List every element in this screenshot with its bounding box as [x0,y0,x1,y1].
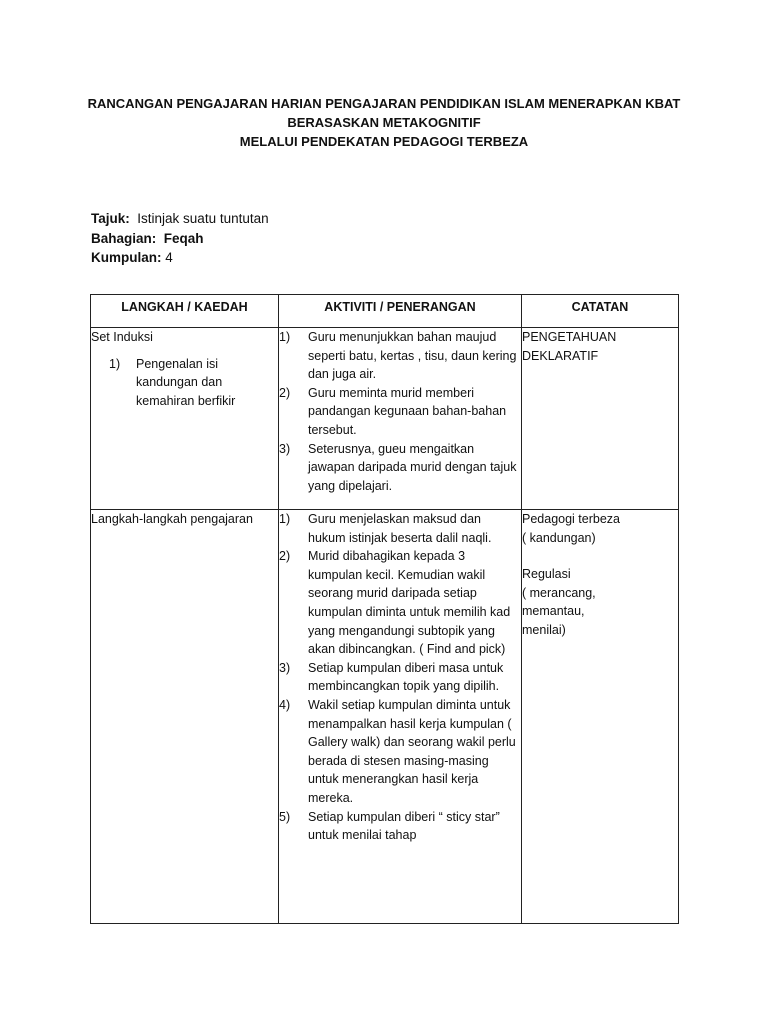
lesson-plan-table [90,294,679,924]
title-line-2: BERASASKAN METAKOGNITIF [287,115,481,130]
activity-list [279,328,521,495]
spacer [522,547,678,565]
activity-cell [279,510,522,924]
group-label: Kumpulan: [91,250,162,265]
list-text: Guru meminta murid memberi pandangan kegunaan bahan-bahan tersebut. [308,385,507,437]
lesson-info [91,209,269,268]
table-row [91,328,679,510]
list-text: Murid dibahagikan kepada 3 kumpulan kecil. Kemudian wakil seorang murid daripada setiap kumpulan diminta untuk memilih kad yang mengandungi subtopik yang akan dibincangkan. ( Find and pick) [308,549,511,657]
topic-label: Tajuk: [91,211,130,226]
section-value: Feqah [163,230,204,246]
topic-row [91,209,269,229]
section-label: Bahagian: [91,230,157,246]
list-text: Guru menunjukkan bahan maujud seperti batu, kertas , tisu, daun kering dan juga air. [308,330,517,382]
header-activity: AKTIVITI / PENERANGAN [279,295,522,328]
step-cell [91,510,279,924]
list-item [279,659,521,696]
list-number: 3) [279,660,291,675]
notes-cell [522,510,679,924]
header-step: LANGKAH / KAEDAH [91,295,279,328]
list-text: Setiap kumpulan diberi “ sticy star” untuk menilai tahap [308,809,500,843]
header-notes: CATATAN [522,295,679,328]
notes-cell [522,328,679,510]
title-line-1: RANCANGAN PENGAJARAN HARIAN PENGAJARAN PENDIDIKAN ISLAM MENERAPKAN KBAT [87,96,681,111]
group-value: 4 [165,250,173,265]
activity-list [279,510,521,845]
group-row [91,248,269,268]
notes-text: PENGETAHUAN DEKLARATIF [522,330,617,363]
activity-cell [279,328,522,510]
list-text: Wakil setiap kumpulan diminta untuk menampalkan hasil kerja kumpulan ( Gallery walk) dan seorang wakil perlu berada di stesen masing-masing untuk menerangkan hasil kerja mereka. [308,697,516,805]
list-item [279,510,521,547]
list-item [279,547,521,659]
list-item [279,440,521,496]
table-header-row [91,295,679,328]
notes-text: Pedagogi terbeza ( kandungan) [522,512,620,545]
topic-value: Istinjak suatu tuntutan [137,211,269,226]
list-number: 1) [279,330,291,344]
list-text: Guru menjelaskan maksud dan hukum istinjak beserta dalil naqli. [308,512,492,545]
list-number: 1) [109,356,121,371]
step-sub-list [91,355,278,411]
list-text: Seterusnya, gueu mengaitkan jawapan daripada murid dengan tajuk yang dipelajari. [308,441,517,493]
list-text: Setiap kumpulan diberi masa untuk membincangkan topik yang dipilih. [308,660,504,694]
notes-text: Regulasi ( merancang, memantau, menilai) [522,567,596,637]
list-number: 2) [279,549,291,564]
list-item [279,384,521,440]
list-number: 4) [279,697,291,712]
list-number: 3) [279,441,291,456]
list-item [279,696,521,808]
list-item [109,355,278,411]
section-row [91,229,269,249]
step-cell [91,328,279,510]
step-label: Langkah-langkah pengajaran [91,512,253,526]
list-number: 2) [279,385,291,400]
list-text: Pengenalan isi kandungan dan kemahiran berfikir [136,356,236,408]
list-item [279,808,521,845]
document-title [0,94,768,151]
list-number: 1) [279,512,291,526]
table-row [91,510,679,924]
step-label: Set Induksi [91,330,153,344]
list-number: 5) [279,809,291,824]
list-item [279,328,521,384]
title-line-3: MELALUI PENDEKATAN PEDAGOGI TERBEZA [239,134,529,149]
